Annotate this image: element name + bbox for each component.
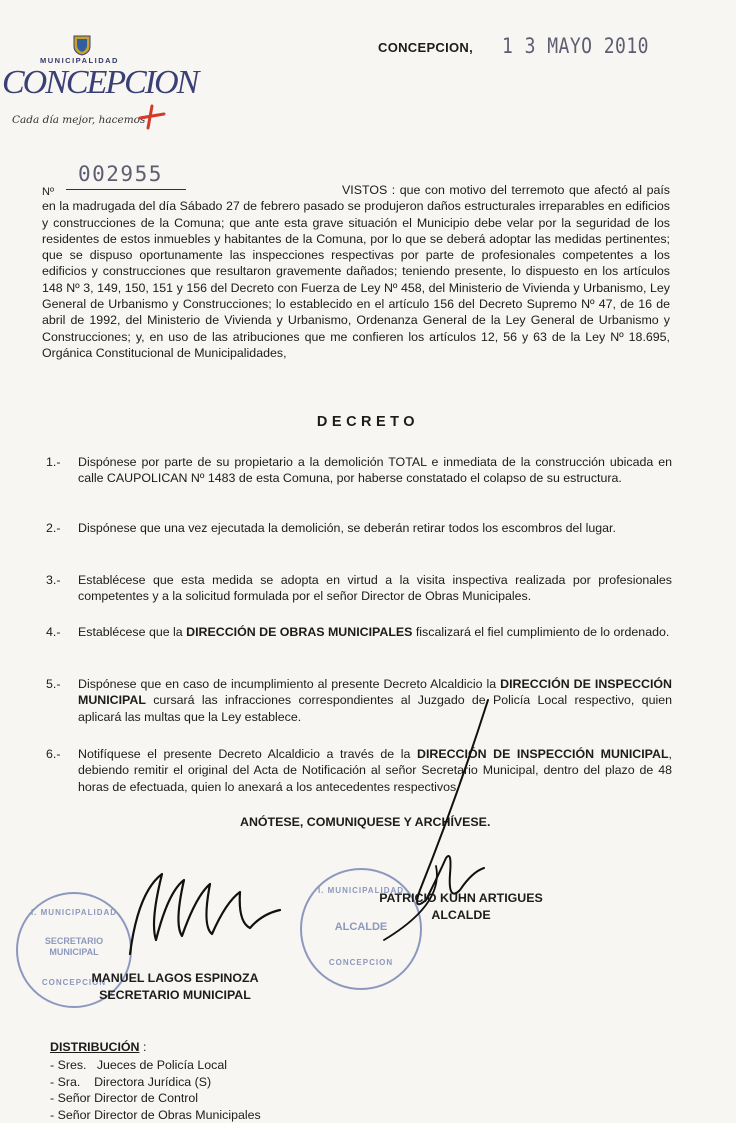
- item-text-part: Dispónese por parte de su propietario a la demolición TOTAL e inmediata de la construcción ubicada en calle CAUPOLICAN Nº 1483 de esta Comuna, por haberse constatado el colapso de su estructura.: [78, 455, 672, 485]
- alcalde-title: ALCALDE: [350, 907, 572, 924]
- item-number: 6.-: [46, 746, 60, 762]
- logo-top-text: MUNICIPALIDAD: [40, 56, 119, 65]
- secretario-signature-icon: [110, 862, 310, 962]
- coat-of-arms-icon: [72, 34, 92, 56]
- item-number: 3.-: [46, 572, 60, 588]
- item-text-part: Dispónese que en caso de incumplimiento al presente Decreto Alcaldicio la: [78, 677, 500, 691]
- item-number: 5.-: [46, 676, 60, 692]
- decree-number: 002955: [78, 162, 163, 186]
- document-place: CONCEPCION,: [378, 40, 473, 55]
- item-text: [78, 572, 672, 605]
- logo-slogan: Cada día mejor, hacemos: [12, 114, 145, 126]
- stamp-center-text: ALCALDE: [312, 922, 410, 933]
- list-item: - Sres. Jueces de Policía Local: [50, 1057, 261, 1074]
- vistos-paragraph: [42, 182, 670, 361]
- stamp-center-text: SECRETARIO MUNICIPAL: [28, 936, 120, 958]
- list-item: - Sra. Directora Jurídica (S): [50, 1074, 261, 1091]
- logo-cross-icon: [136, 104, 166, 130]
- list-item: - Señor Director de Obras Municipales: [50, 1107, 261, 1123]
- item-bold-part: DIRECCIÓN DE OBRAS MUNICIPALES: [186, 625, 412, 639]
- item-text-part: Dispónese que una vez ejecutada la demolición, se deberán retirar todos los escombros del lugar.: [78, 521, 616, 535]
- item-text: [78, 624, 672, 640]
- distribution-list: [50, 1057, 261, 1123]
- alcalde-signature-block: [350, 890, 572, 924]
- list-item: - Señor Director de Control: [50, 1090, 261, 1107]
- stamp-bottom-text: CONCEPCION: [302, 958, 420, 967]
- item-text-part: cursará las infracciones correspondientes al Juzgado de Policía Local respectivo, quien aplicará las multas que la Ley establece.: [78, 693, 672, 723]
- item-bold-part: DIRECCIÓN DE INSPECCIÓN MUNICIPAL: [417, 747, 669, 761]
- item-text: [78, 520, 672, 536]
- item-text-part: Establécese que esta medida se adopta en virtud a la visita inspectiva realizada por profesionales competentes y a la solicitud formulada por el señor Director de Obras Municipales.: [78, 573, 672, 603]
- vistos-text: VISTOS : que con motivo del terremoto que afectó al país en la madrugada del día Sábado 27 de febrero pasado se produjeron daños estructurales irreparables en edificios y construcciones de la Comuna; que ante esta grave situación el Municipio debe velar por la seguridad de los residentes de estos inmuebles y habitantes de la Comuna, por lo que se deberá adoptar las medidas pertinentes; que se dispuso oportunamente las inspecciones respectivas por parte de profesionales competentes a los edificios y construcciones que resultaron gravemente dañados; teniendo presente, lo dispuesto en los artículos 148 Nº 3, 149, 150, 151 y 156 del Decreto con Fuerza de Ley Nº 458, del Ministerio de Vivienda y Urbanismo, Ley General de Urbanismo y Construcciones; lo establecido en el artículo 156 del Decreto Supremo Nº 47, de 16 de abril de 1992, del Ministerio de Vivienda y Urbanismo, Ordenanza General de la Ley General de Urbanismo y Construcciones; y, en uso de las atribuciones que me confieren los artículos 12, 56 y 63 de la Ley Nº 18.695, Orgánica Constitucional de Municipalidades,: [42, 183, 670, 360]
- item-number: 1.-: [46, 454, 60, 470]
- item-text-part: , debiendo remitir el original del Acta de Notificación al señor Secretario Municipal, dentro del plazo de 48 horas de efectuada, quien lo anexará a los antecedentes respectivos.: [78, 747, 672, 794]
- stamp-bottom-text: CONCEPCION: [18, 978, 130, 987]
- document-date-stamp: 1 3 MAYO 2010: [502, 34, 649, 58]
- stamp-ring-text: I. MUNICIPALIDAD: [18, 908, 130, 917]
- stamp-ring-text: I. MUNICIPALIDAD: [302, 886, 420, 895]
- secretario-title: SECRETARIO MUNICIPAL: [70, 987, 280, 1004]
- alcalde-name: PATRICIO KUHN ARTIGUES: [350, 890, 572, 907]
- logo-wordmark: CONCEPCION: [2, 64, 197, 102]
- secretario-name: MANUEL LAGOS ESPINOZA: [70, 970, 280, 987]
- item-text-part: fiscalizará el fiel cumplimiento de lo ordenado.: [412, 625, 669, 639]
- decreto-heading: DECRETO: [0, 414, 736, 430]
- item-text-part: Notifíquese el presente Decreto Alcaldicio a través de la: [78, 747, 417, 761]
- item-number: 4.-: [46, 624, 60, 640]
- distribution-title: DISTRIBUCIÓN: [50, 1040, 140, 1054]
- item-text-part: Establécese que la: [78, 625, 186, 639]
- secretario-signature-block: [70, 970, 280, 1004]
- closing-formula: ANÓTESE, COMUNIQUESE Y ARCHÍVESE.: [240, 815, 490, 829]
- decree-number-label: Nº: [42, 186, 54, 198]
- distribution-colon: :: [140, 1040, 147, 1054]
- distribution-heading: [50, 1040, 146, 1054]
- item-text: [78, 454, 672, 487]
- item-bold-part: DIRECCIÓN DE INSPECCIÓN MUNICIPAL: [78, 677, 672, 707]
- municipality-logo: [0, 34, 180, 139]
- item-number: 2.-: [46, 520, 60, 536]
